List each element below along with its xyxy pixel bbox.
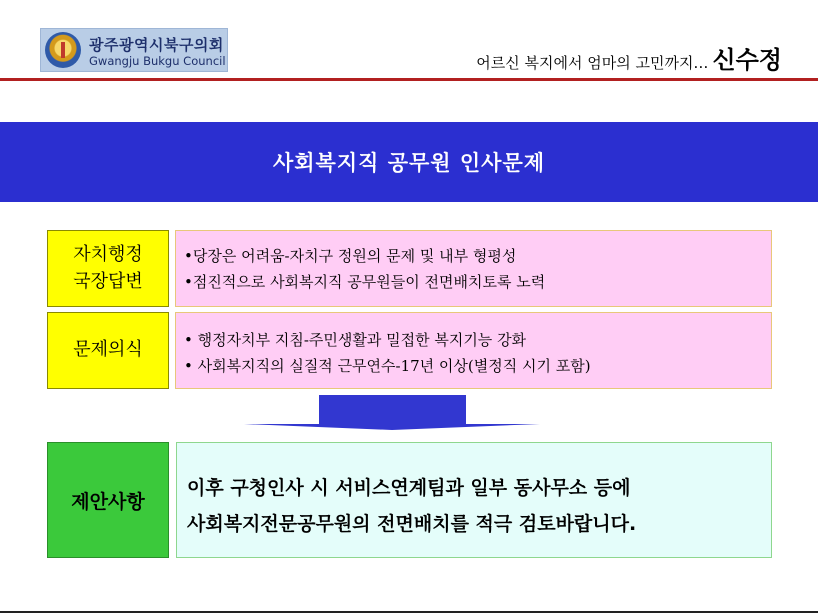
presenter-name: 신수정 (712, 46, 782, 74)
title-banner (0, 122, 818, 202)
row-label-line: 문제의식 (73, 339, 143, 361)
logo-korean-name: 광주광역시북구의회 (89, 36, 224, 54)
proposal-content (176, 442, 772, 558)
row-label-line: 국장답변 (73, 270, 143, 292)
bullet-item: • 사회복지직의 실질적 근무연수-17년 이상(별정직 시기 포함) (184, 357, 591, 375)
proposal-label (47, 442, 169, 558)
row-label-admin-answer (47, 230, 169, 307)
down-arrow-icon (319, 395, 466, 424)
bullet-item: •당장은 어려움-자치구 정원의 문제 및 내부 형평성 (184, 247, 517, 265)
row-content-problem-awareness (175, 312, 772, 389)
logo-english-name: Gwangju Bukgu Council (89, 54, 226, 68)
slide-title: 사회복지직 공무원 인사문제 (272, 151, 546, 175)
bullet-item: • 행정자치부 지침-주민생활과 밀접한 복지기능 강화 (184, 331, 527, 349)
council-logo (40, 28, 228, 72)
down-arrow-head-icon (244, 424, 540, 430)
proposal-line: 이후 구청인사 시 서비스연계팀과 일부 동사무소 등에 (187, 477, 631, 499)
footer-divider (0, 611, 818, 613)
row-label-problem-awareness (47, 312, 169, 389)
proposal-line: 사회복지전문공무원의 전면배치를 적극 검토바랍니다. (187, 513, 637, 535)
header-divider (0, 78, 818, 81)
tagline-text: 어르신 복지에서 엄마의 고민까지… (476, 54, 709, 72)
proposal-label-text: 제안사항 (71, 490, 145, 513)
bullet-item: •점진적으로 사회복지직 공무원들이 전면배치토록 노력 (184, 273, 546, 291)
council-seal-icon (45, 32, 81, 68)
header-tagline (476, 40, 782, 75)
row-label-line: 자치행정 (73, 244, 143, 266)
row-content-admin-answer (175, 230, 772, 307)
